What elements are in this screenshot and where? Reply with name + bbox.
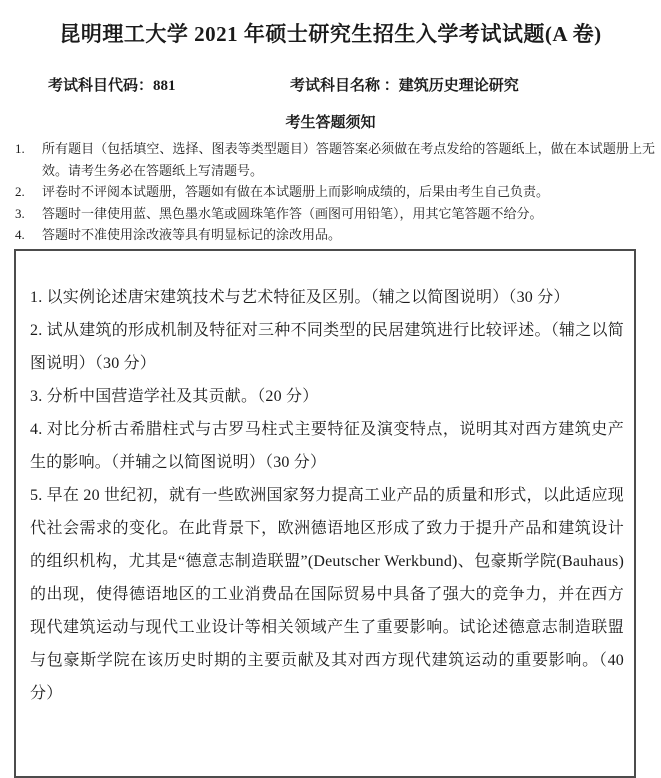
notice-item (0, 203, 661, 225)
question-1: 1. 以实例论述唐宋建筑技术与艺术特征及区别。（辅之以简图说明）（30 分） (30, 288, 570, 306)
notice-item-number: 4. (15, 227, 25, 242)
question-box (14, 249, 636, 778)
notice-item-number: 3. (15, 205, 25, 221)
subject-meta-row (0, 76, 661, 96)
notice-item (0, 181, 661, 203)
question-5: 5. 早在 20 世纪初，就有一些欧洲国家努力提高工业产品的质量和形式，以此适应现代社会需求的变化。在此背景下，欧洲德语地区形成了致力于提升产品和建筑设计的组织机构，尤其是“德意志制造联盟”(Deutscher Werkbund)、包豪斯学院(Bauhaus)的出现，使得德语地区的工业消费品在国际贸易中具备了强大的竞争力，并在西方现代建筑运动与现代工业设计等相关领域产生了重要影响。试论述德意志制造联盟与包豪斯学院在该历史时期的主要贡献及其对西方现代建筑运动的重要影响。（40 分） (30, 486, 624, 702)
notice-list (0, 138, 661, 246)
notice-item-text: 评卷时不评阅本试题册，答题如有做在本试题册上而影响成绩的，后果由考生自己负责。 (42, 184, 550, 199)
notice-item-text: 答题时不准使用涂改液等具有明显标记的涂改用品。 (42, 227, 342, 242)
notice-item-number: 2. (15, 184, 25, 199)
notice-item (0, 138, 661, 181)
question-3: 3. 分析中国营造学社及其贡献。（20 分） (30, 387, 319, 405)
notice-item-text: 所有题目（包括填空、选择、图表等类型题目）答题答案必须做在考点发给的答题纸上，做在本试题册上无效。请考生务必在答题纸上写清题号。 (42, 141, 655, 178)
question-2: 2. 试从建筑的形成机制及特征对三种不同类型的民居建筑进行比较评述。（辅之以简图说明）（30 分） (30, 321, 624, 372)
subject-name-label: 考试科目名称 ： (290, 78, 399, 94)
question-4: 4. 对比分析古希腊柱式与古罗马柱式主要特征及演变特点，说明其对西方建筑史产生的影响。（并辅之以简图说明）（30 分） (30, 420, 624, 471)
exam-paper-page (0, 20, 661, 778)
notice-title: 考生答题须知 (285, 115, 376, 131)
notice-item (0, 224, 661, 246)
page-title: 昆明理工大学 2021 年硕士研究生招生入学考试试题(A 卷) (59, 22, 602, 46)
subject-code-label: 考试科目代码： (48, 78, 154, 94)
notice-item-text: 答题时一律使用蓝、黑色墨水笔或圆珠笔作答（画图可用铅笔），用其它笔答题不给分。 (42, 205, 543, 221)
subject-name-value: 建筑历史理论研究 (398, 78, 519, 94)
subject-name (290, 76, 519, 96)
notice-item-number: 1. (15, 141, 25, 156)
subject-code (48, 76, 290, 96)
subject-code-value: 881 (153, 78, 176, 94)
